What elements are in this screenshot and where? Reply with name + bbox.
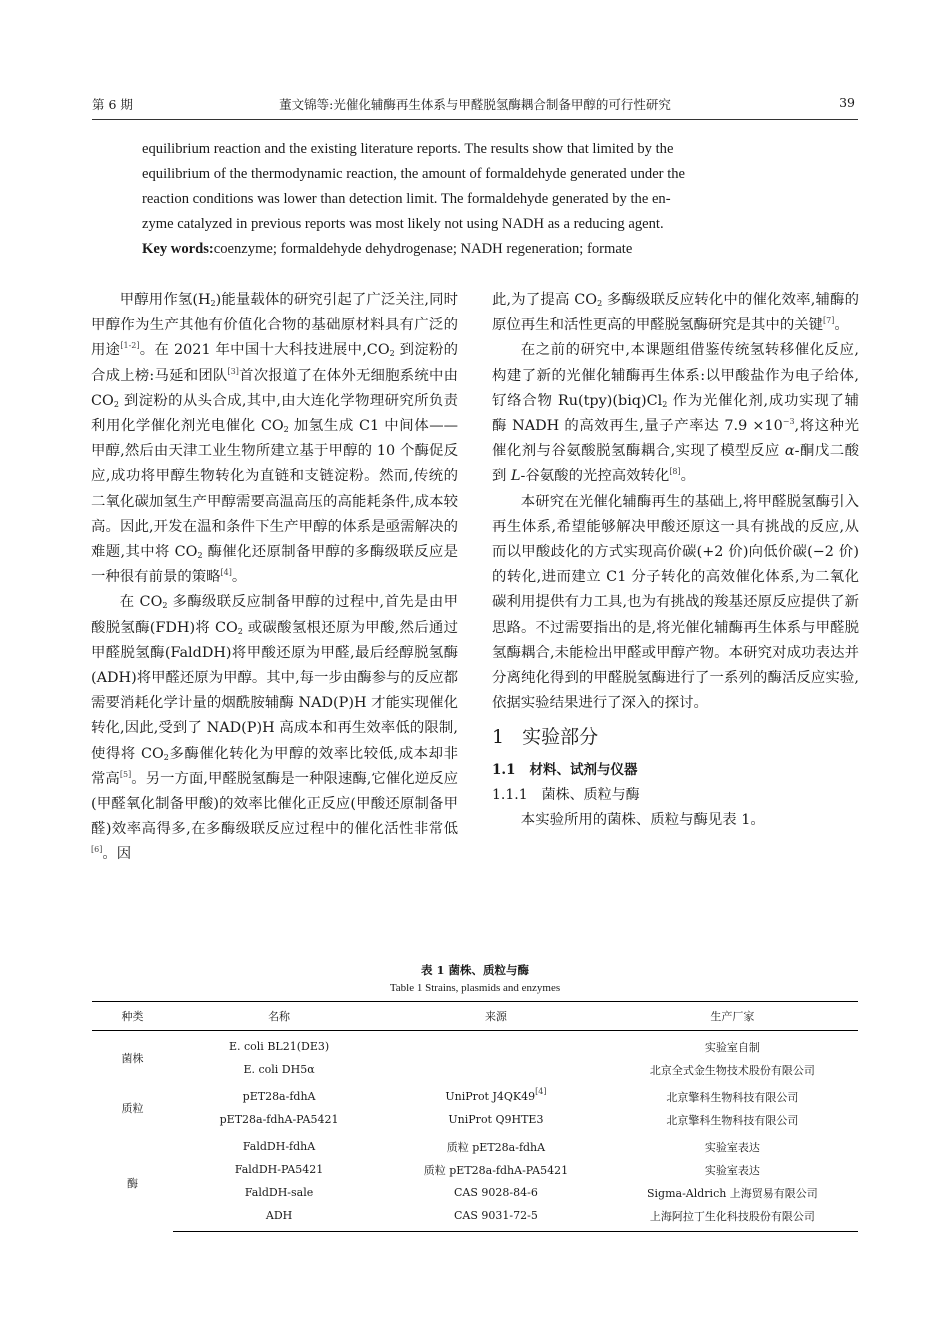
- column-header: 种类: [92, 1002, 173, 1031]
- subsection-heading: 1.1 材料、试剂与仪器: [492, 762, 638, 779]
- table-cell: 质粒 pET28a-fdhA-PA5421: [423, 1163, 569, 1177]
- table-row: [92, 1081, 858, 1108]
- abstract-line: reaction conditions was lower than detection limit. The formaldehyde generated by the en-: [142, 191, 671, 207]
- abstract-line: equilibrium reaction and the existing literature reports. The results show that limited by the: [142, 141, 674, 157]
- table-cell: pET28a-fdhA-PA5421: [219, 1113, 339, 1126]
- section-heading: 1 实验部分: [492, 726, 599, 749]
- table-cell: [385, 1058, 607, 1081]
- paragraph-intro-2: 在 $CO_2$ 多酶级联反应制备甲醇的过程中,首先是由甲酸脱氢酶(FDH)将 $CO_2$ 或碳酸氢根还原为甲酸,然后通过甲醛脱氢酶(FaldDH)将甲酸还原为甲醛,最后经醇脱氢酶(ADH)将甲醛还原为甲醇。其中,每一步由酶参与的反应都需要消耗化学计量的烟酰胺辅酶 NAD(P)H 才能实现催化转化,因此,受到了 NAD(P)H 高成本和再生效率低的限制,使得将 $CO_2$多酶催化转化为甲醇的效率比较低,成本却非常高[5]。另一方面,甲醛脱氢酶是一种限速酶,它催化逆反应(甲醛氧化制备甲酸)的效率比催化正反应(甲酸还原制备甲醛)效率高得多,在多酶级联反应过程中的催化活性非常低[6]。因: [91, 594, 459, 863]
- abstract-line: equilibrium of the thermodynamic reaction, the amount of formaldehyde generated under the: [142, 166, 686, 182]
- table-row: [92, 1204, 858, 1232]
- abstract-line: zyme catalyzed in previous reports was most likely not using NADH as a reducing agent.: [142, 216, 664, 232]
- table-cell: E. coli DH5α: [243, 1063, 315, 1076]
- table-cell: 北京擎科生物科技有限公司: [666, 1090, 799, 1104]
- table-cell: 质粒 pET28a-fdhA: [446, 1140, 546, 1154]
- table-cell: pET28a-fdhA: [242, 1090, 316, 1103]
- table-row: [92, 1031, 858, 1059]
- strains-table: [92, 1001, 858, 1232]
- table-cell: UniProt J4QK49[4]: [445, 1087, 547, 1103]
- table-cell: 上海阿拉丁生化科技股份有限公司: [607, 1204, 858, 1232]
- table-cell: FaldDH-sale: [244, 1186, 314, 1199]
- running-title: 董文锦等:光催化辅酶再生体系与甲醛脱氢酶耦合制备甲醇的可行性研究: [279, 97, 671, 112]
- keywords-line: [142, 237, 810, 262]
- table-title: 表 1 菌株、质粒与酶: [420, 963, 529, 977]
- citation-ref[interactable]: [3]: [227, 366, 239, 376]
- table-row: [92, 1131, 858, 1158]
- page-number: 39: [839, 95, 855, 110]
- english-abstract: [142, 137, 810, 262]
- citation-ref[interactable]: [8]: [669, 467, 681, 477]
- table-cell: 实验室表达: [704, 1163, 760, 1177]
- table-cell-kind: 酶: [127, 1177, 139, 1191]
- table-cell-kind: 质粒: [121, 1102, 144, 1115]
- table-cell: UniProt Q9HTE3: [448, 1113, 544, 1126]
- table-cell: E. coli BL21(DE3): [228, 1040, 330, 1053]
- citation-ref[interactable]: [6]: [91, 845, 103, 855]
- journal-issue: 第 6 期: [92, 97, 133, 112]
- paragraph-intro-2-cont: 此,为了提高 $CO_2$ 多酶级联反应转化中的催化效率,辅酶的原位再生和活性更高的甲醛脱氢酶研究是其中的关键[7]。: [492, 292, 859, 334]
- right-column: [492, 288, 859, 834]
- table-cell: CAS 9028-84-6: [454, 1186, 538, 1199]
- column-header: 名称: [173, 1002, 385, 1031]
- paragraph-materials: 本实验所用的菌株、质粒与酶见表 1。: [520, 812, 765, 829]
- table-cell: FaldDH-PA5421: [234, 1163, 324, 1176]
- table-cell: CAS 9031-72-5: [385, 1204, 607, 1232]
- keywords-label: Key words:: [142, 241, 214, 257]
- citation-ref[interactable]: [5]: [119, 769, 132, 779]
- citation-ref[interactable]: [7]: [823, 316, 835, 326]
- citation-ref[interactable]: [1-2]: [120, 341, 140, 351]
- citation-ref[interactable]: [4]: [220, 568, 232, 578]
- column-header: 生产厂家: [607, 1002, 858, 1031]
- citation-ref[interactable]: [4]: [535, 1087, 547, 1096]
- table-cell: [385, 1031, 607, 1059]
- table-cell-kind: 菌株: [121, 1052, 144, 1065]
- paragraph-intro-1: 甲醇用作氢$(H_2)$能量载体的研究引起了广泛关注,同时甲醇作为生产其他有价值化合物的基础原材料具有广泛的用途[1-2]。在 2021 年中国十大科技进展中$,CO_2$ 到淀粉的合成上榜:马延和团队[3]首次报道了在体外无细胞系统中由 $CO_2$ 到淀粉的从头合成,其中,由大连化学物理研究所负责利用化学催化剂光电催化 $CO_2$ 加氢生成 C1 中间体——甲醇,然后由天津工业生物所建立基于甲醇的 10 个酶促反应,成功将甲醇生物转化为直链和支链淀粉。然而,传统的二氧化碳加氢生产甲醇需要高温高压的高能耗条件,成本较高。因此,开发在温和条件下生产甲醇的体系是亟需解决的难题,其中将 $CO_2$ 酶催化还原制备甲醇的多酶级联反应是一种很有前景的策略[4]。: [91, 292, 458, 586]
- table-row: [92, 1181, 858, 1204]
- paragraph-intro-4: 本研究在光催化辅酶再生的基础上,将甲醛脱氢酶引入再生体系,希望能够解决甲酸还原这一具有挑战的反应,从而以甲酸歧化的方式实现高价碳(+2 价)向低价碳(−2 价)的转化,进而建立 C1 分子转化的高效催化体系,为二氧化碳利用提供有力工具,也为有挑战的羧基还原反应提供了新思路。不过需要指出的是,将光催化辅酶再生体系与甲醛脱氢酶耦合,未能检出甲醛或甲醇产物。本研究对成功表达并分离纯化得到的甲醛脱氢酶进行了一系列的酶活反应实验,依据实验结果进行了深入的探讨。: [492, 493, 859, 712]
- subsubsection-heading: 1.1.1 菌株、质粒与酶: [492, 787, 640, 804]
- table-row: [92, 1158, 858, 1181]
- table-row: [92, 1108, 858, 1131]
- left-column: [91, 288, 458, 868]
- table-cell: FaldDH-fdhA: [242, 1140, 316, 1153]
- table-cell: 北京擎科生物科技有限公司: [666, 1113, 799, 1127]
- table-cell: 实验室自制: [704, 1040, 760, 1054]
- header-rule: [92, 119, 858, 120]
- table-header-row: [92, 1002, 858, 1031]
- table-cell: 实验室表达: [704, 1140, 760, 1154]
- keywords-text: coenzyme; formaldehyde dehydrogenase; NADH regeneration; formate: [213, 241, 633, 257]
- table-cell: ADH: [173, 1204, 385, 1232]
- table-cell: 北京全式金生物技术股份有限公司: [649, 1063, 815, 1077]
- column-header: 来源: [385, 1002, 607, 1031]
- paragraph-intro-3: 在之前的研究中,本课题组借鉴传统氢转移催化反应,构建了新的光催化辅酶再生体系:以甲酸盐作为电子给体,钌络合物 $Ru(tpy)(biq)Cl_2$ 作为光催化剂,成功实现了辅酶 NADH 的高效再生,量子产率达 $7.9 \times 10^{-3}$,将这种光催化剂与谷氨酸脱氢酶耦合,实现了模型反应 α-酮戊二酸到 L-谷氨酸的光控高效转化[8]。: [492, 342, 859, 485]
- table-row: [92, 1058, 858, 1081]
- table-title-english: Table 1 Strains, plasmids and enzymes: [389, 982, 561, 994]
- table-cell: Sigma-Aldrich 上海贸易有限公司: [646, 1186, 818, 1200]
